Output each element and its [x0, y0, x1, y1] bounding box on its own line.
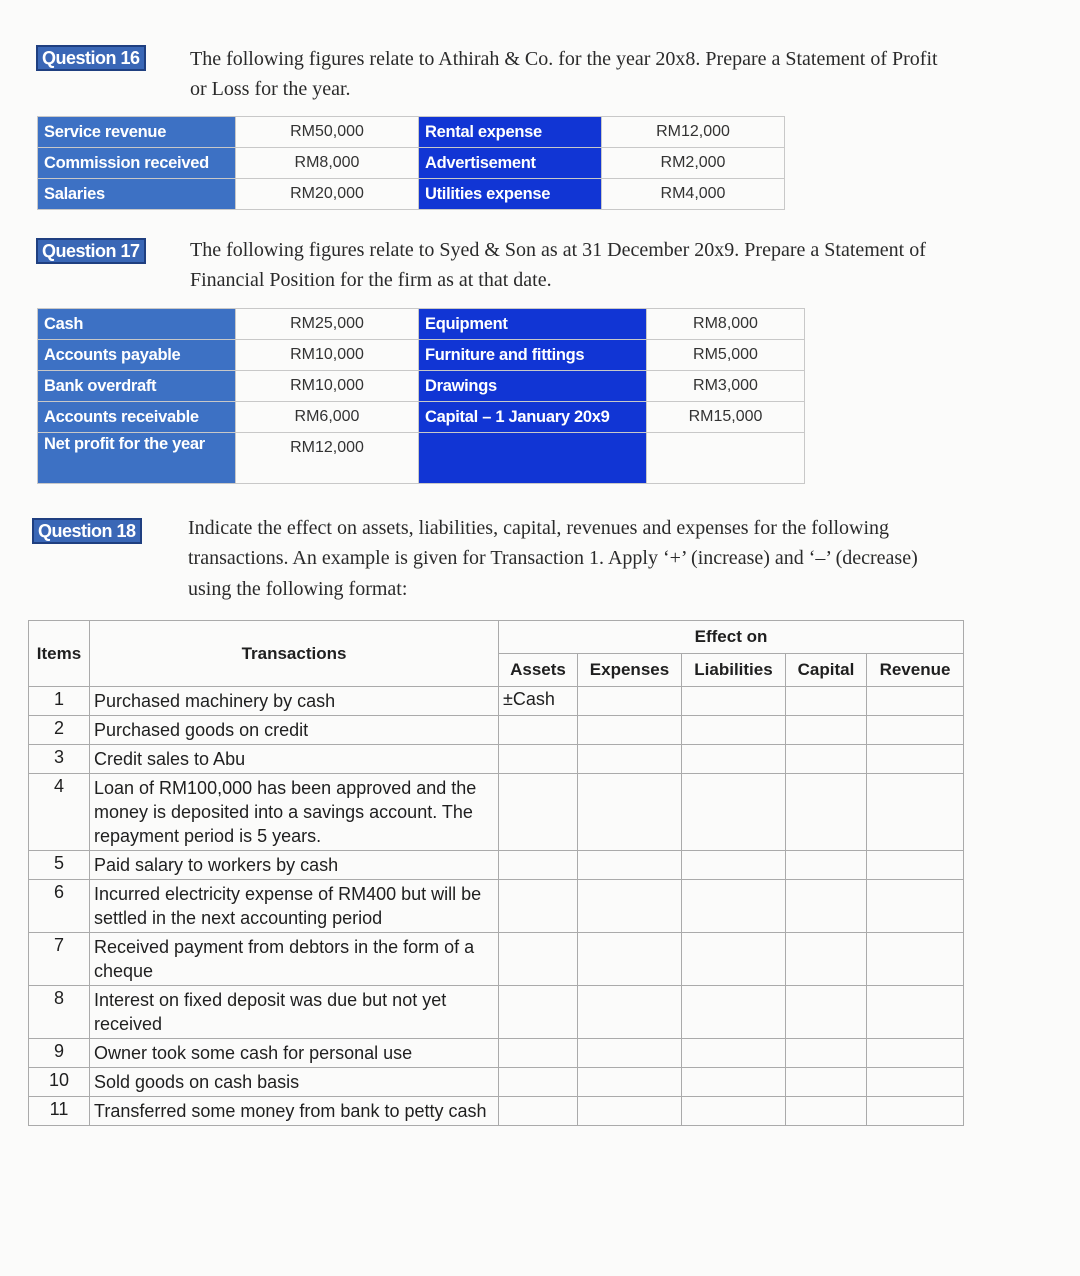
- figure-value: RM12,000: [602, 117, 785, 148]
- item-number: 8: [29, 986, 90, 1039]
- liabilities-cell[interactable]: [682, 745, 786, 774]
- table-row: [29, 933, 964, 986]
- figure-value: RM50,000: [236, 117, 419, 148]
- figure-value: RM6,000: [236, 402, 419, 433]
- table-row: [38, 148, 785, 179]
- item-number: 11: [29, 1097, 90, 1126]
- expenses-cell[interactable]: [578, 745, 682, 774]
- question-17-figures-table: [37, 308, 805, 484]
- item-number: 3: [29, 745, 90, 774]
- figure-value: RM3,000: [647, 371, 805, 402]
- capital-header: Capital: [786, 654, 867, 687]
- question-18-text-line-2: transactions. An example is given for Transaction 1. Apply ‘+’ (increase) and ‘–’ (decrease): [188, 547, 918, 569]
- table-row: [29, 774, 964, 851]
- expenses-cell[interactable]: [578, 774, 682, 851]
- figure-label: Furniture and fittings: [419, 340, 647, 371]
- question-16-text-line-2: or Loss for the year.: [190, 78, 351, 100]
- figure-value: RM2,000: [602, 148, 785, 179]
- expenses-header: Expenses: [578, 654, 682, 687]
- liabilities-cell[interactable]: [682, 687, 786, 716]
- capital-cell[interactable]: [786, 986, 867, 1039]
- assets-cell[interactable]: [499, 933, 578, 986]
- table-row: [38, 433, 805, 484]
- revenue-cell[interactable]: [867, 880, 964, 933]
- revenue-cell[interactable]: [867, 851, 964, 880]
- revenue-cell[interactable]: [867, 933, 964, 986]
- expenses-cell[interactable]: [578, 687, 682, 716]
- table-row: [38, 371, 805, 402]
- table-row: [29, 745, 964, 774]
- transaction-text: Incurred electricity expense of RM400 but will be settled in the next accounting period: [90, 880, 499, 933]
- liabilities-cell[interactable]: [682, 1039, 786, 1068]
- assets-cell[interactable]: ±Cash: [499, 687, 578, 716]
- question-16-tag: Question 16: [36, 45, 146, 71]
- figure-value: RM8,000: [236, 148, 419, 179]
- expenses-cell[interactable]: [578, 1097, 682, 1126]
- item-number: 2: [29, 716, 90, 745]
- capital-cell[interactable]: [786, 1039, 867, 1068]
- liabilities-cell[interactable]: [682, 716, 786, 745]
- liabilities-cell[interactable]: [682, 1097, 786, 1126]
- capital-cell[interactable]: [786, 851, 867, 880]
- question-17-text-line-1: The following figures relate to Syed & Son as at 31 December 20x9. Prepare a Statement of: [190, 239, 926, 261]
- capital-cell[interactable]: [786, 687, 867, 716]
- expenses-cell[interactable]: [578, 880, 682, 933]
- item-number: 7: [29, 933, 90, 986]
- question-17-text-line-2: Financial Position for the firm as at that date.: [190, 269, 552, 291]
- transactions-effect-table: [28, 620, 964, 1126]
- items-header: Items: [29, 621, 90, 687]
- figure-label: Rental expense: [419, 117, 602, 148]
- revenue-cell[interactable]: [867, 1097, 964, 1126]
- expenses-cell[interactable]: [578, 933, 682, 986]
- revenue-header: Revenue: [867, 654, 964, 687]
- table-row: [38, 340, 805, 371]
- revenue-cell[interactable]: [867, 986, 964, 1039]
- expenses-cell[interactable]: [578, 716, 682, 745]
- figure-label: Bank overdraft: [38, 371, 236, 402]
- question-17-tag: Question 17: [36, 238, 146, 264]
- capital-cell[interactable]: [786, 716, 867, 745]
- figure-value: RM4,000: [602, 179, 785, 210]
- transactions-header: Transactions: [90, 621, 499, 687]
- liabilities-cell[interactable]: [682, 880, 786, 933]
- revenue-cell[interactable]: [867, 1068, 964, 1097]
- figure-label: Drawings: [419, 371, 647, 402]
- revenue-cell[interactable]: [867, 687, 964, 716]
- table-row: [29, 687, 964, 716]
- item-number: 1: [29, 687, 90, 716]
- liabilities-cell[interactable]: [682, 986, 786, 1039]
- figure-value: RM10,000: [236, 371, 419, 402]
- table-row: [29, 1068, 964, 1097]
- figure-label: [419, 433, 647, 484]
- item-number: 4: [29, 774, 90, 851]
- assets-header: Assets: [499, 654, 578, 687]
- item-number: 9: [29, 1039, 90, 1068]
- figure-value: RM8,000: [647, 309, 805, 340]
- capital-cell[interactable]: [786, 745, 867, 774]
- expenses-cell[interactable]: [578, 1068, 682, 1097]
- capital-cell[interactable]: [786, 933, 867, 986]
- transaction-text: Credit sales to Abu: [90, 745, 499, 774]
- liabilities-cell[interactable]: [682, 1068, 786, 1097]
- transaction-text: Loan of RM100,000 has been approved and the money is deposited into a savings account. The repayment period is 5 years.: [90, 774, 499, 851]
- assets-cell[interactable]: [499, 716, 578, 745]
- figure-value: RM10,000: [236, 340, 419, 371]
- table-row: [29, 1097, 964, 1126]
- table-row: [38, 402, 805, 433]
- effect-on-header: Effect on: [499, 621, 964, 654]
- assets-cell[interactable]: [499, 745, 578, 774]
- transaction-text: Interest on fixed deposit was due but not yet received: [90, 986, 499, 1039]
- figure-label: Utilities expense: [419, 179, 602, 210]
- table-row: [29, 1039, 964, 1068]
- item-number: 6: [29, 880, 90, 933]
- question-16-figures-table: [37, 116, 785, 210]
- capital-cell[interactable]: [786, 1068, 867, 1097]
- assets-cell[interactable]: [499, 880, 578, 933]
- figure-value: RM15,000: [647, 402, 805, 433]
- liabilities-cell[interactable]: [682, 933, 786, 986]
- expenses-cell[interactable]: [578, 986, 682, 1039]
- figure-label: Accounts payable: [38, 340, 236, 371]
- revenue-cell[interactable]: [867, 716, 964, 745]
- figure-label: Capital – 1 January 20x9: [419, 402, 647, 433]
- transaction-text: Paid salary to workers by cash: [90, 851, 499, 880]
- figure-label: Service revenue: [38, 117, 236, 148]
- revenue-cell[interactable]: [867, 774, 964, 851]
- liabilities-header: Liabilities: [682, 654, 786, 687]
- table-row: [29, 986, 964, 1039]
- figure-label: Net profit for the year: [38, 433, 236, 484]
- figure-value: [647, 433, 805, 484]
- table-row: [29, 880, 964, 933]
- transaction-text: Received payment from debtors in the form of a cheque: [90, 933, 499, 986]
- table-row: [38, 179, 785, 210]
- question-16-text-line-1: The following figures relate to Athirah & Co. for the year 20x8. Prepare a Statement of Profit: [190, 48, 938, 70]
- transaction-text: Purchased machinery by cash: [90, 687, 499, 716]
- assets-cell[interactable]: [499, 1068, 578, 1097]
- question-18-text-line-3: using the following format:: [188, 578, 408, 600]
- revenue-cell[interactable]: [867, 1039, 964, 1068]
- assets-cell[interactable]: [499, 851, 578, 880]
- figure-value: RM12,000: [236, 433, 419, 484]
- table-row: [29, 851, 964, 880]
- figure-value: RM20,000: [236, 179, 419, 210]
- transaction-text: Transferred some money from bank to petty cash: [90, 1097, 499, 1126]
- capital-cell[interactable]: [786, 880, 867, 933]
- liabilities-cell[interactable]: [682, 774, 786, 851]
- transaction-text: Purchased goods on credit: [90, 716, 499, 745]
- assets-cell[interactable]: [499, 774, 578, 851]
- figure-label: Advertisement: [419, 148, 602, 179]
- figure-label: Accounts receivable: [38, 402, 236, 433]
- question-18-text-line-1: Indicate the effect on assets, liabilities, capital, revenues and expenses for the following: [188, 517, 890, 539]
- capital-cell[interactable]: [786, 1097, 867, 1126]
- capital-cell[interactable]: [786, 774, 867, 851]
- assets-cell[interactable]: [499, 1039, 578, 1068]
- question-18-tag: Question 18: [32, 518, 142, 544]
- figure-label: Commission received: [38, 148, 236, 179]
- figure-value: RM25,000: [236, 309, 419, 340]
- figure-value: RM5,000: [647, 340, 805, 371]
- item-number: 10: [29, 1068, 90, 1097]
- table-row: [38, 117, 785, 148]
- figure-label: Cash: [38, 309, 236, 340]
- table-row: [29, 716, 964, 745]
- transaction-text: Owner took some cash for personal use: [90, 1039, 499, 1068]
- figure-label: Salaries: [38, 179, 236, 210]
- assets-cell[interactable]: [499, 1097, 578, 1126]
- expenses-cell[interactable]: [578, 1039, 682, 1068]
- table-row: [38, 309, 805, 340]
- liabilities-cell[interactable]: [682, 851, 786, 880]
- assets-cell[interactable]: [499, 986, 578, 1039]
- expenses-cell[interactable]: [578, 851, 682, 880]
- item-number: 5: [29, 851, 90, 880]
- transaction-text: Sold goods on cash basis: [90, 1068, 499, 1097]
- figure-label: Equipment: [419, 309, 647, 340]
- revenue-cell[interactable]: [867, 745, 964, 774]
